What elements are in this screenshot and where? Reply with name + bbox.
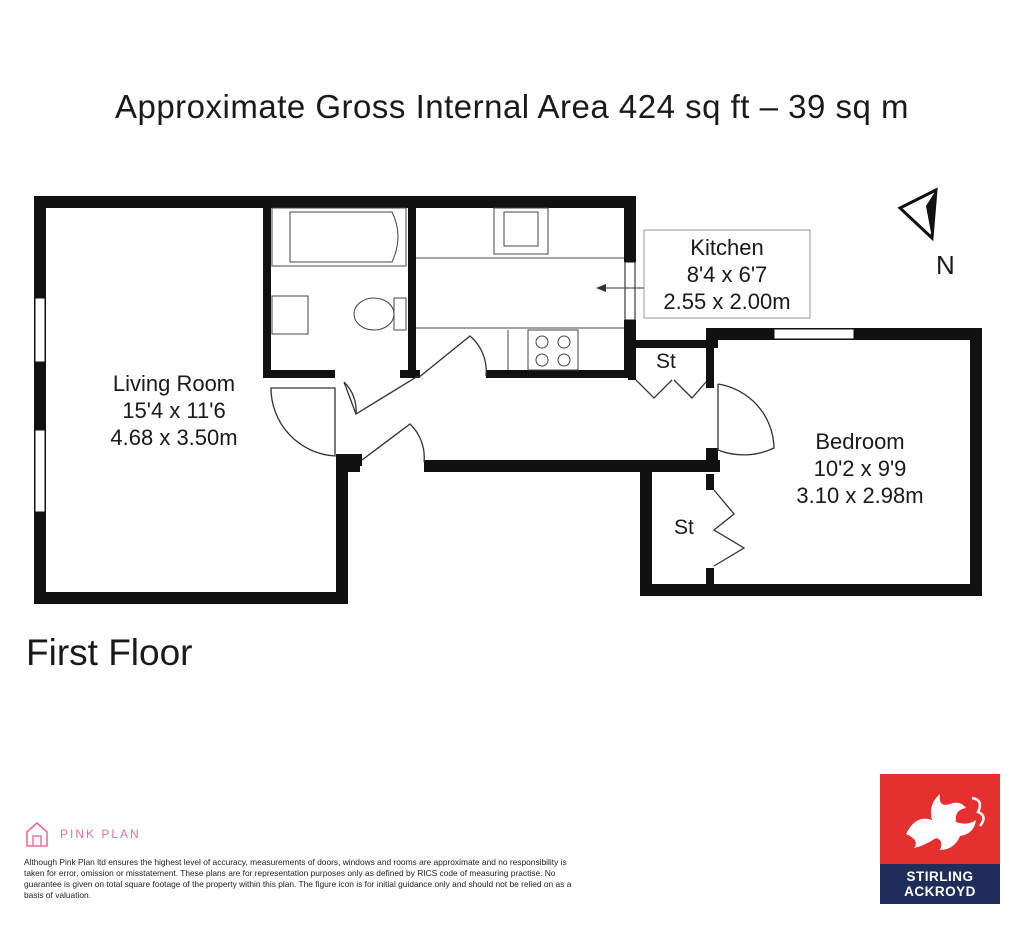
north-letter: N bbox=[936, 250, 955, 280]
griffin-icon bbox=[880, 774, 1000, 864]
fixtures bbox=[272, 208, 624, 370]
floor-label: First Floor bbox=[26, 632, 193, 673]
kitchen-pointer-arrow bbox=[596, 284, 606, 292]
living-room-label bbox=[84, 370, 264, 451]
kitchen-metric: 2.55 x 2.00m bbox=[663, 289, 791, 314]
toilet-icon bbox=[354, 298, 394, 330]
north-arrow bbox=[896, 186, 976, 282]
bedroom-name: Bedroom bbox=[815, 429, 905, 454]
logo-line-1: STIRLING bbox=[906, 869, 974, 884]
kitchen-name: Kitchen bbox=[690, 235, 764, 260]
kitchen-label bbox=[644, 234, 810, 315]
store-2-label: St bbox=[674, 516, 694, 539]
area-title: Approximate Gross Internal Area 424 sq ft – 39 sq m bbox=[114, 88, 910, 125]
living-room-imperial: 15'4 x 11'6 bbox=[122, 398, 226, 423]
bedroom-label bbox=[770, 428, 950, 509]
living-room-name: Living Room bbox=[112, 371, 236, 396]
pink-plan-brand bbox=[24, 820, 141, 848]
sink-icon bbox=[494, 208, 548, 254]
bathtub-basin bbox=[290, 212, 398, 262]
store-1-label: St bbox=[656, 350, 676, 373]
pink-plan-house-icon bbox=[24, 820, 50, 848]
hob-icon bbox=[528, 330, 578, 370]
stirling-ackroyd-logo bbox=[880, 774, 1000, 904]
kitchen-imperial: 8'4 x 6'7 bbox=[686, 262, 768, 287]
bathtub-icon bbox=[272, 208, 406, 266]
bedroom-metric: 3.10 x 2.98m bbox=[796, 483, 924, 508]
living-room-metric: 4.68 x 3.50m bbox=[110, 425, 238, 450]
north-arrow-icon bbox=[896, 186, 976, 256]
logo-navy-panel bbox=[880, 864, 1000, 904]
logo-red-panel bbox=[880, 774, 1000, 864]
basin-icon bbox=[272, 296, 308, 334]
logo-line-2: ACKROYD bbox=[904, 884, 976, 899]
disclaimer: Although Pink Plan ltd ensures the highest level of accuracy, measurements of doors, windows and rooms are approximate and no responsibility is taken for error, omission or misstatement. These plans are for representation purposes only as defined by RICS code of measuring practise. No guarantee is given on total square footage of the property within this plan. The figure icon is for initial guidance only and should not be relied on as a basis of valuation. bbox=[24, 857, 572, 900]
pink-plan-name: PINK PLAN bbox=[60, 827, 141, 841]
bedroom-imperial: 10'2 x 9'9 bbox=[813, 456, 907, 481]
